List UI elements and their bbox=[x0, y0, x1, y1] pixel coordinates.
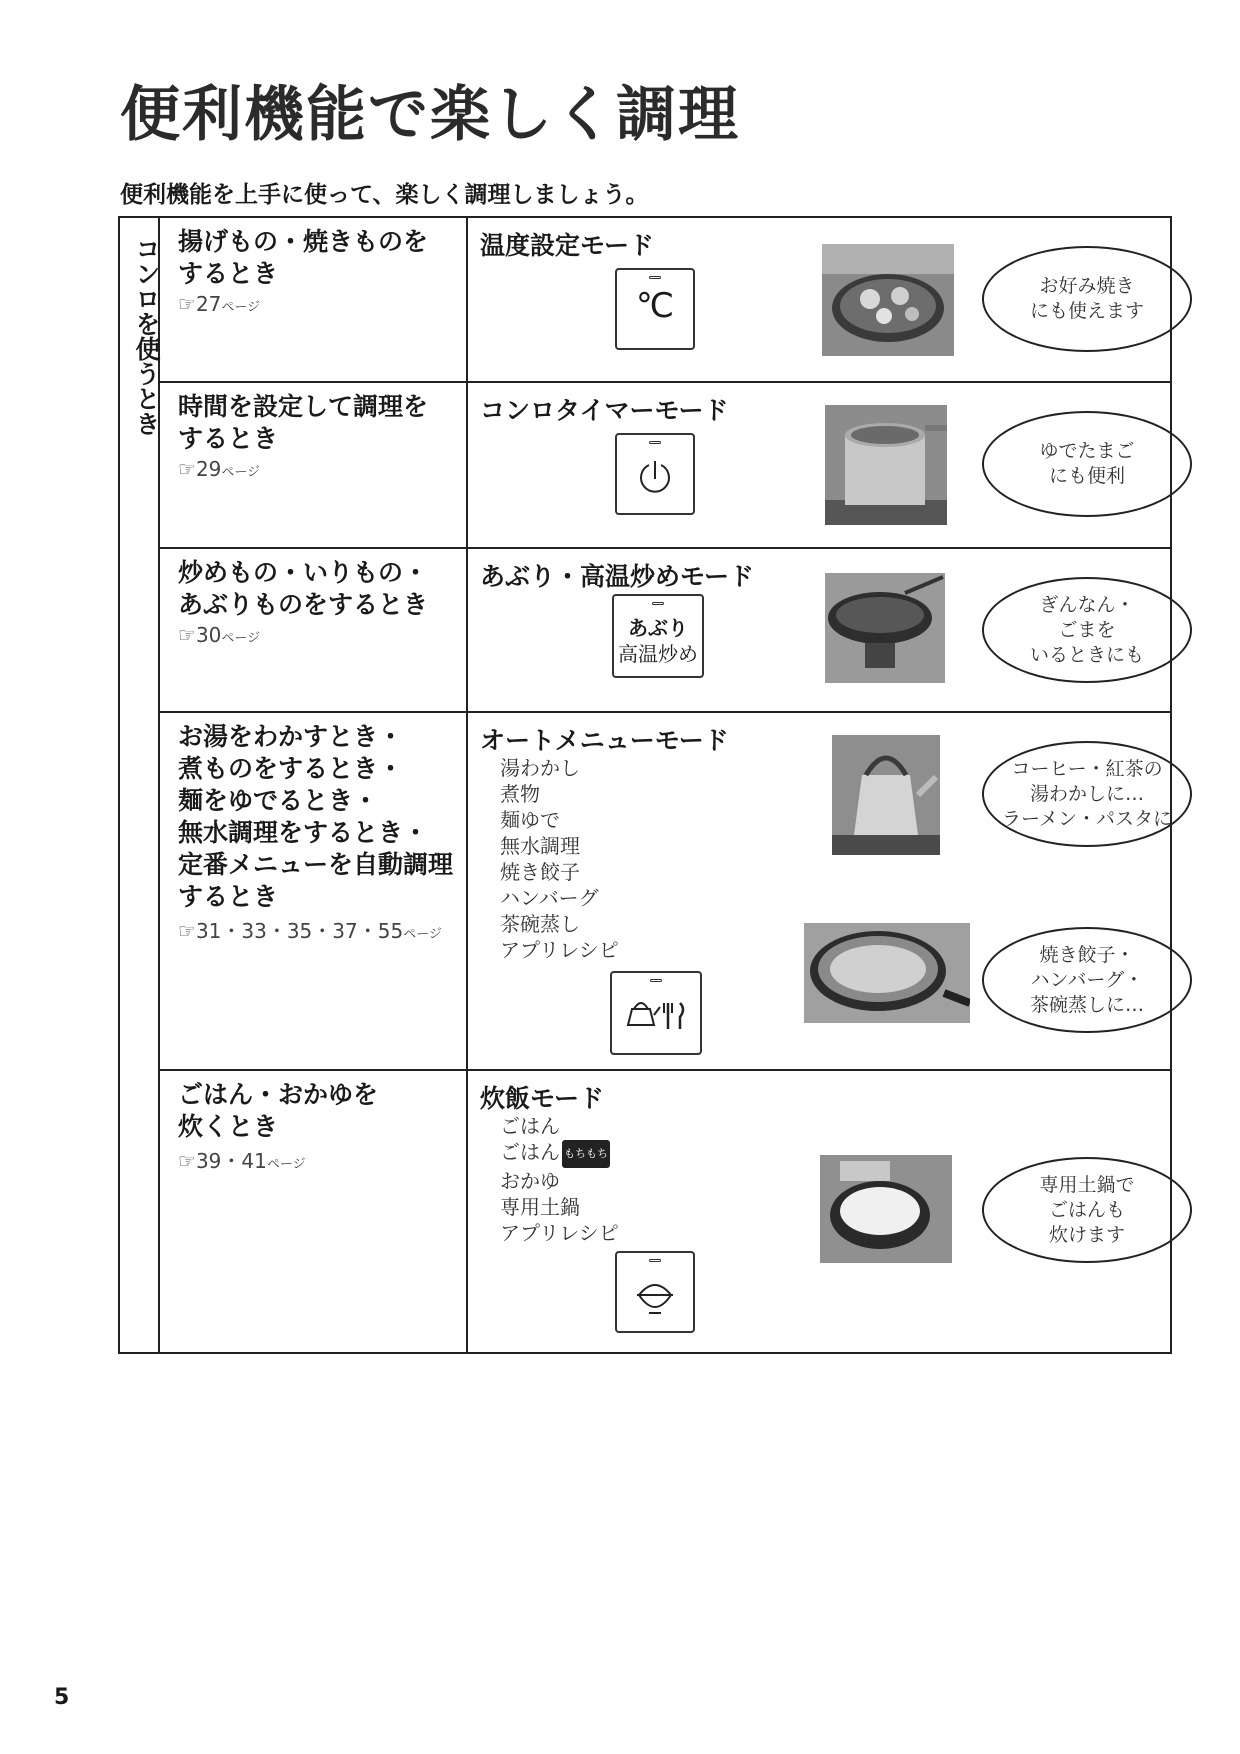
tip-bubble: お好み焼き にも使えます bbox=[982, 246, 1192, 352]
reference-unit: ページ bbox=[403, 927, 442, 942]
list-item: おかゆ bbox=[500, 1168, 560, 1193]
side-column bbox=[120, 218, 160, 1352]
pot-photo bbox=[825, 405, 947, 525]
mochimochi-badge: もちもち bbox=[562, 1140, 610, 1168]
list-item: 煮物 bbox=[500, 782, 540, 806]
mode-name: コンロタイマーモード bbox=[480, 396, 729, 425]
list-item: 焼き餃子 bbox=[500, 860, 580, 884]
rice-mode-button[interactable] bbox=[615, 1251, 695, 1333]
reference-unit: ページ bbox=[221, 465, 261, 480]
reference-icon: ☞ bbox=[178, 292, 196, 316]
list-item: アプリレシピ bbox=[500, 938, 619, 962]
rice-pot-photo bbox=[820, 1155, 952, 1263]
usage-cell bbox=[160, 383, 468, 547]
list-item: ごはん もちもち bbox=[500, 1139, 619, 1168]
timer-mode-button[interactable] bbox=[615, 433, 695, 515]
table-row bbox=[160, 383, 1170, 549]
usage-heading: 揚げもの・焼きものを するとき bbox=[178, 227, 429, 288]
tip-bubble: ゆでたまご にも便利 bbox=[982, 411, 1192, 517]
side-label: コンロを使うとき bbox=[132, 236, 161, 436]
feature-table bbox=[118, 216, 1172, 1354]
table-row bbox=[160, 713, 1173, 1071]
gyoza-photo bbox=[804, 923, 970, 1023]
temperature-mode-button[interactable] bbox=[615, 268, 695, 350]
mode-name: 温度設定モード bbox=[480, 231, 655, 260]
usage-cell bbox=[160, 1071, 468, 1352]
usage-heading: ごはん・おかゆを 炊くとき bbox=[178, 1080, 379, 1141]
list-item: 茶碗蒸し bbox=[500, 912, 580, 936]
list-item: 湯わかし bbox=[500, 756, 580, 780]
mode-name: オートメニューモード bbox=[480, 726, 729, 755]
rice-bowl-icon bbox=[617, 1253, 693, 1331]
reference-icon: ☞ bbox=[178, 623, 196, 647]
auto-menu-list bbox=[500, 755, 619, 963]
usage-cell bbox=[160, 713, 468, 1069]
button-label-2: 高温炒め bbox=[618, 642, 698, 666]
page-title: 便利機能で楽しく調理 bbox=[120, 80, 740, 150]
table-row bbox=[160, 218, 1170, 383]
tip-bubble: コーヒー・紅茶の 湯わかしに… ラーメン・パスタに bbox=[982, 741, 1192, 847]
page-reference bbox=[178, 1145, 466, 1174]
table-row bbox=[160, 549, 1170, 713]
reference-pages: 31・33・35・37・55 bbox=[195, 919, 404, 943]
rice-menu-list bbox=[500, 1113, 619, 1246]
button-label-1: あぶり bbox=[628, 616, 688, 640]
list-item: ごはん bbox=[500, 1114, 560, 1138]
list-item: ハンバーグ bbox=[500, 886, 599, 910]
reference-pages: 30 bbox=[195, 623, 222, 647]
page-reference bbox=[178, 915, 466, 944]
page-reference bbox=[178, 457, 466, 481]
mode-name: あぶり・高温炒めモード bbox=[480, 562, 755, 591]
page-number: 5 bbox=[54, 1685, 70, 1710]
kettle-cutlery-icon bbox=[612, 973, 700, 1053]
usage-heading: 時間を設定して調理を するとき bbox=[178, 392, 429, 453]
reference-icon: ☞ bbox=[178, 919, 196, 943]
page-reference bbox=[178, 292, 466, 316]
tip-bubble: ぎんなん・ ごまを いるときにも bbox=[982, 577, 1192, 683]
auto-menu-mode-button[interactable] bbox=[610, 971, 702, 1055]
reference-icon: ☞ bbox=[178, 1149, 196, 1173]
usage-heading: 炒めもの・いりもの・ あぶりものをするとき bbox=[178, 558, 429, 619]
table-row bbox=[160, 1071, 1170, 1352]
tip-bubble: 焼き餃子・ ハンバーグ・ 茶碗蒸しに… bbox=[982, 927, 1192, 1033]
roast-stirfry-mode-button[interactable] bbox=[612, 594, 704, 678]
frying-photo bbox=[822, 244, 954, 356]
reference-icon: ☞ bbox=[178, 457, 196, 481]
reference-pages: 27 bbox=[195, 292, 222, 316]
usage-heading: お湯をわかすとき・ 煮ものをするとき・ 麺をゆでるとき・ 無水調理をするとき・ 定番メニューを自動調理 するとき bbox=[178, 722, 454, 911]
reference-pages: 39・41 bbox=[195, 1149, 267, 1173]
list-item: 無水調理 bbox=[500, 834, 580, 858]
page-reference bbox=[178, 623, 466, 647]
tip-bubble: 専用土鍋で ごはんも 炊けます bbox=[982, 1157, 1192, 1263]
list-item: アプリレシピ bbox=[500, 1220, 619, 1245]
list-item: 専用土鍋 bbox=[500, 1194, 580, 1219]
reference-pages: 29 bbox=[195, 457, 222, 481]
reference-unit: ページ bbox=[221, 631, 261, 646]
wok-photo bbox=[825, 573, 945, 683]
mode-name: 炊飯モード bbox=[480, 1084, 605, 1113]
usage-cell bbox=[160, 218, 468, 381]
reference-unit: ページ bbox=[221, 300, 261, 315]
kettle-photo bbox=[832, 735, 940, 855]
celsius-icon: ℃ bbox=[635, 286, 675, 326]
reference-unit: ページ bbox=[266, 1157, 306, 1172]
list-item: 麺ゆで bbox=[500, 808, 560, 832]
usage-cell bbox=[160, 549, 468, 711]
timer-icon bbox=[617, 435, 693, 513]
page-subtitle: 便利機能を上手に使って、楽しく調理しましょう。 bbox=[120, 182, 649, 208]
